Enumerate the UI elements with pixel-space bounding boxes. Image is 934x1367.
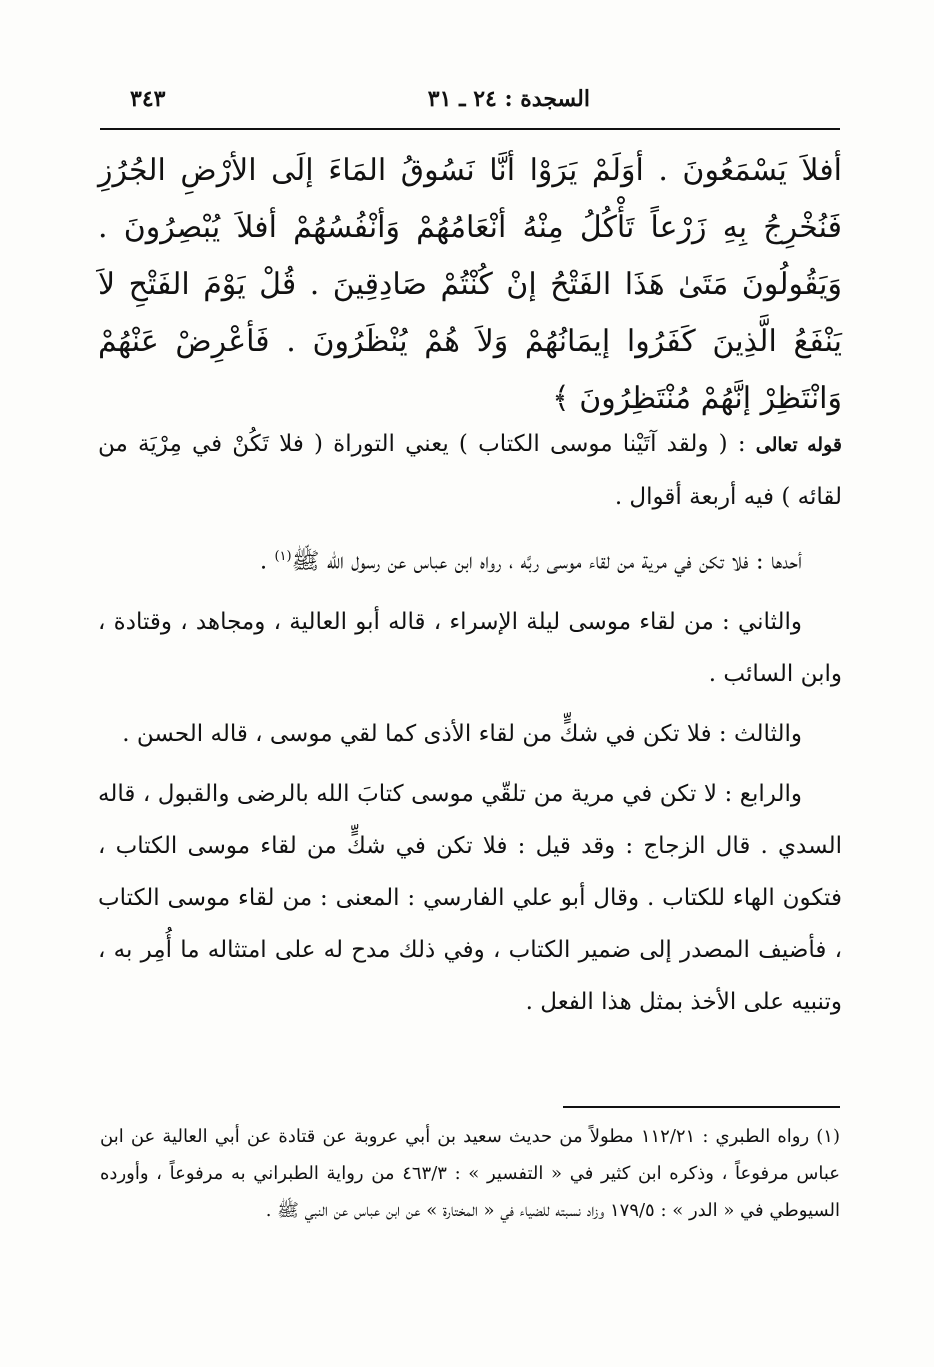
footnote-text: (١) رواه الطبري : ١١٢/٢١ مطولاً من حديث سعيد بن أبي عروبة عن قتادة عن أبي العالية عن ابن عباس مرفوعاً ، وذكره ابن كثير في « التفسير » : ٤٦٣/٣ من رواية الطبراني به مرفوعاً ، وأورده السيوطي في « الدر » : ١٧٩/٥ وزاد نسبته للضياء في « المختارة » عن ابن عباس عن النبي ﷺ .	[100, 1126, 841, 1221]
running-title: السجدة : ٢٤ ـ ٣١	[427, 86, 590, 112]
opinion-second: والثاني : من لقاء موسى ليلة الإسراء ، قاله أبو العالية ، ومجاهد ، وقتادة ، وابن السائب .	[98, 608, 842, 687]
opinion-fourth: والرابع : لا تكن في مرية من تلقّي موسى كتابَ الله بالرضى والقبول ، قاله السدي . قال الزجاج : وقد قيل : فلا تكن في شكٍّ من لقاء موسى الكتاب ، فتكون الهاء للكتاب . وقال أبو علي الفارسي : المعنى : من لقاء موسى الكتاب ، فأضيف المصدر إلى ضمير الكتاب ، وفي ذلك مدح له على امتثاله ما أُمِر به ، وتنبيه على الأخذ بمثل هذا الفعل .	[98, 780, 842, 1015]
header-divider	[100, 128, 840, 130]
quran-text: أفلاَ يَسْمَعُونَ . أوَلَمْ يَرَوْا أنَّا نَسُوقُ المَاءَ إلَى الأرْضِ الجُرُزِ فَنُخْرِجُ بِهِ زَرْعاً تَأْكُلُ مِنْهُ أنْعَامُهُمْ وَأنْفُسُهُمْ أفلاَ يُبْصِرُونَ . وَيَقُولُونَ مَتَىٰ هَذَا الفَتْحُ إنْ كُنْتُمْ صَادِقِينَ . قُلْ يَوْمَ الفَتْحِ لاَ يَنْفَعُ الَّذِينَ كَفَرُوا إيمَانُهُمْ وَلاَ هُمْ يُنْظَرُونَ . فَأعْرِضْ عَنْهُمْ وَانْتَظِرْ إنَّهُمْ مُنْتَظِرُونَ ﴾	[98, 153, 842, 416]
opinion-third: والثالث : فلا تكن في شكٍّ من لقاء الأذى كما لقي موسى ، قاله الحسن .	[122, 720, 802, 747]
opinion-first	[98, 531, 842, 588]
footnote-marker: (١)	[274, 549, 292, 564]
commentary	[98, 418, 842, 1036]
intro-rest: : ( ولقد آتَيْنا موسى الكتاب ) يعني التوراة ( فلا تَكُنْ في مِرْيَة من لقائه ) فيه أربعة أقوال .	[98, 431, 842, 510]
page-header	[100, 82, 840, 122]
commentary-intro	[98, 418, 842, 523]
quran-verses	[98, 142, 842, 427]
footnote-divider	[563, 1106, 840, 1108]
page-number: ٣٤٣	[130, 86, 166, 112]
footnote	[100, 1118, 840, 1229]
opinion-first-end: .	[259, 548, 275, 575]
opinion-first-text: أحدها : فلا تكن في مرية من لقاء موسى ربَّه ، رواه ابن عباس عن رسول الله ﷺ	[291, 548, 802, 575]
intro-lead: قوله تعالى	[755, 434, 842, 456]
